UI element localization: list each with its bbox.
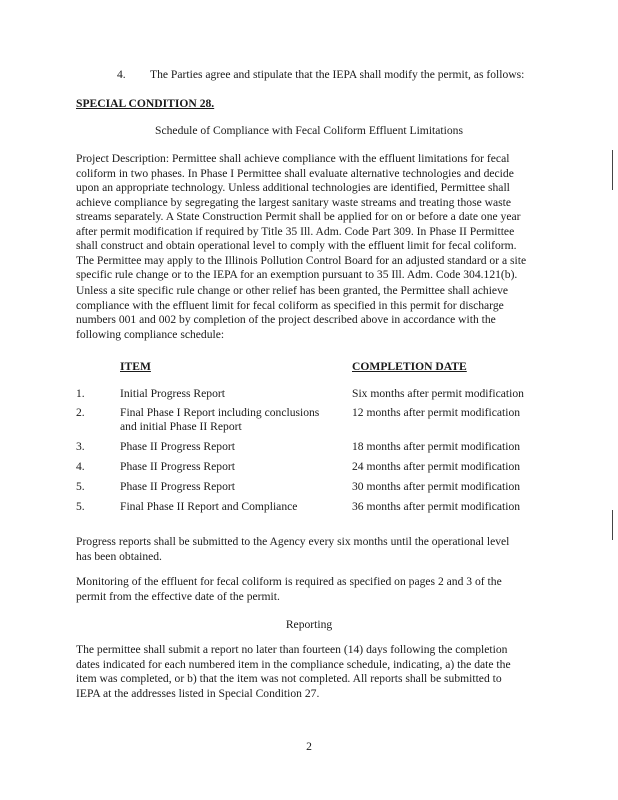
text-line: dates indicated for each numbered item in the compliance schedule, indicating, a) the date the xyxy=(76,657,511,671)
text-line: specific rule change or to the IEPA for an exemption pursuant to 35 Ill. Adm. Code 304.121(b). xyxy=(76,268,518,281)
schedule-num: 5. xyxy=(76,500,85,513)
text-line: The Permittee may apply to the Illinois Pollution Control Board for an adjusted standard or a site xyxy=(76,253,527,267)
text-line: Progress reports shall be submitted to the Agency every six months until the operational level xyxy=(76,535,510,548)
schedule-num: 3. xyxy=(76,440,85,453)
schedule-item2: and initial Phase II Report xyxy=(120,420,242,433)
text-line: Unless a site specific rule change or other relief has been granted, the Permittee shall achieve xyxy=(76,284,509,297)
schedule-item: Final Phase I Report including conclusions xyxy=(120,406,320,419)
text-line: streams separately. A State Construction Permit shall be applied for on or before a date one year xyxy=(76,210,521,223)
schedule-item: Initial Progress Report xyxy=(120,387,225,400)
text-line: after permit modification if required by Title 35 Ill. Adm. Code Part 309. In Phase II Permittee xyxy=(76,224,515,238)
schedule-date: 18 months after permit modification xyxy=(352,440,521,453)
column-header-item: ITEM xyxy=(120,360,151,373)
schedule-date: Six months after permit modification xyxy=(352,387,524,400)
text-line: coliform in two phases. In Phase I Permittee shall evaluate alternative technologies and decide xyxy=(76,166,514,180)
text-line: numbers 001 and 002 by completion of the project described above in accordance with the xyxy=(76,313,496,326)
reporting-heading: Reporting xyxy=(285,618,333,631)
schedule-date: 12 months after permit modification xyxy=(352,406,521,419)
schedule-item: Final Phase II Report and Compliance xyxy=(120,500,298,513)
column-header-completion-date: COMPLETION DATE xyxy=(352,360,467,373)
special-condition-heading: SPECIAL CONDITION 28. xyxy=(76,97,215,110)
text-line: achieve compliance by segregating the largest sanitary waste streams and treating those waste xyxy=(76,195,512,209)
item-number: 4. xyxy=(117,68,126,81)
text-line: Project Description: Permittee shall achieve compliance with the effluent limitations for fecal xyxy=(76,152,510,165)
schedule-num: 1. xyxy=(76,387,85,400)
text-line: has been obtained. xyxy=(76,549,162,563)
page-number: 2 xyxy=(306,740,312,753)
text-line: Monitoring of the effluent for fecal coliform is required as specified on pages 2 and 3 of the xyxy=(76,575,502,588)
schedule-item: Phase II Progress Report xyxy=(120,480,235,493)
schedule-date: 30 months after permit modification xyxy=(352,480,521,493)
text-line: upon an appropriate technology. Unless additional technologies are identified, Permittee shall xyxy=(76,181,510,194)
scan-margin-mark xyxy=(612,510,613,540)
schedule-subtitle: Schedule of Compliance with Fecal Coliform Effluent Limitations xyxy=(155,124,463,137)
schedule-date: 24 months after permit modification xyxy=(352,460,521,473)
text-line: compliance with the effluent limit for fecal coliform as specified in this permit for discharge xyxy=(76,298,504,312)
schedule-date: 36 months after permit modification xyxy=(352,500,521,513)
text-line: following compliance schedule: xyxy=(76,327,225,341)
scan-margin-mark xyxy=(612,150,613,190)
text-line: shall construct and obtain operational level to comply with the effluent limit for fecal coliform. xyxy=(76,239,517,252)
text-line: item was completed, or b) that the item was not completed. All reports shall be submitted to xyxy=(76,672,502,685)
schedule-num: 2. xyxy=(76,406,85,419)
text-line: permit from the effective date of the permit. xyxy=(76,589,280,603)
schedule-num: 4. xyxy=(76,460,85,473)
schedule-item: Phase II Progress Report xyxy=(120,460,235,473)
text-line: IEPA at the addresses listed in Special Condition 27. xyxy=(76,686,320,700)
intro-text: The Parties agree and stipulate that the IEPA shall modify the permit, as follows: xyxy=(150,68,525,81)
text-line: The permittee shall submit a report no later than fourteen (14) days following the completion xyxy=(76,643,508,656)
schedule-item: Phase II Progress Report xyxy=(120,440,235,453)
schedule-num: 5. xyxy=(76,480,85,493)
